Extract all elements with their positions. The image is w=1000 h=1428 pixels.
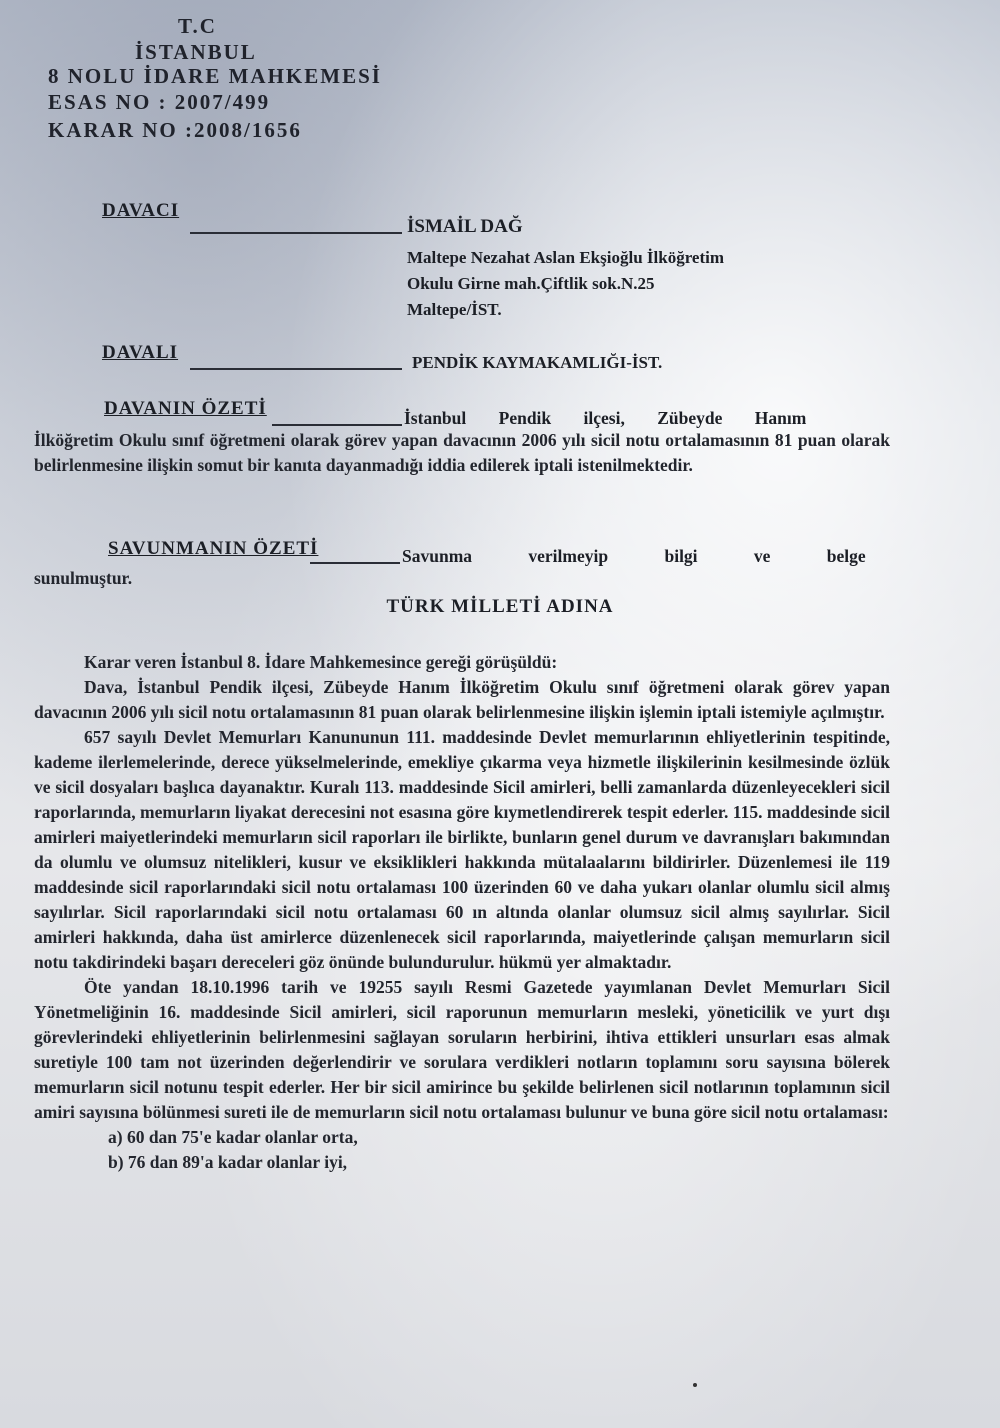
davanin-ozeti-first-line: İstanbul Pendik ilçesi, Zübeyde Hanım: [404, 408, 807, 428]
davanin-ozeti-rest: İlköğretim Okulu sınıf öğretmeni olarak görev yapan davacının 2006 yılı sicil notu ortalamasının 81 puan olarak belirlenmesine ilişkin somut bir kanıta dayanmadığı iddia edilerek iptali istenilmektedir.: [34, 430, 890, 475]
paragraph-1: Karar veren İstanbul 8. İdare Mahkemesince gereği görüşüldü:: [84, 652, 558, 672]
turk-milleti-adina-heading: TÜRK MİLLETİ ADINA: [386, 596, 614, 617]
davali-label: DAVALI: [102, 342, 179, 363]
davanin-ozeti-text: [34, 428, 890, 478]
davaci-address-line-2: Okulu Girne mah.Çiftlik sok.N.25: [407, 274, 655, 293]
paper-speck: [693, 1383, 697, 1387]
savunmanin-ozeti-first-line: Savunma verilmeyip bilgi ve belge: [402, 546, 866, 566]
davaci-name: İSMAİL DAĞ: [407, 216, 523, 237]
list-item-b: b) 76 dan 89'a kadar olanlar iyi,: [108, 1152, 348, 1172]
davanin-ozeti-label: DAVANIN ÖZETİ: [104, 398, 267, 419]
header-esas-no: ESAS NO : 2007/499: [48, 90, 271, 114]
davaci-label: DAVACI: [102, 200, 180, 221]
davaci-underline: [190, 232, 402, 234]
header-court: 8 NOLU İDARE MAHKEMESİ: [48, 64, 382, 88]
paragraph-4: Öte yandan 18.10.1996 tarih ve 19255 sayılı Resmi Gazetede yayımlanan Devlet Memurları Sicil Yönetmeliğinin 16. maddesinde Sicil amirleri, sicil raporunun memurların mesleki, yöneticilik ve yurt dışı görevlerindeki ehliyetlerinin belirlenmesini sağlayan soruların herbirini, ihtiva ettikleri unsurları esas almak suretiyle 100 tam not üzerinden değerlendirir ve sorulara verdikleri notların toplamını soru sayısına bölerek memurların sicil notunu tespit ederler. Her bir sicil amirince bu şekilde belirlenen sicil notlarının toplamının sicil amiri sayısına bölünmesi sureti ile de memurların sicil notu ortalaması bulunur ve buna göre sicil notu ortalaması:: [34, 977, 890, 1122]
header-tc: T.C: [178, 14, 217, 38]
decision-body: [34, 650, 890, 1175]
paragraph-2: Dava, İstanbul Pendik ilçesi, Zübeyde Hanım İlköğretim Okulu sınıf öğretmeni olarak görev yapan davacının 2006 yılı sicil notu ortalamasının 81 puan olarak belirlenmesine ilişkin işlemin iptali istemiyle açılmıştır.: [34, 677, 890, 722]
header-city: İSTANBUL: [135, 40, 257, 64]
davali-value: PENDİK KAYMAKAMLIĞI-İST.: [412, 353, 663, 372]
savunmanin-ozeti-rest: sunulmuştur.: [34, 568, 133, 588]
davaci-address-line-1: Maltepe Nezahat Aslan Ekşioğlu İlköğretim: [407, 248, 725, 267]
savunmanin-ozeti-label: SAVUNMANIN ÖZETİ: [108, 538, 319, 559]
paragraph-3: 657 sayılı Devlet Memurları Kanununun 111. maddesinde Devlet memurlarının ehliyetlerinin tespitinde, kademe ilerlemelerinde, derece yükselmelerinde, emekliye çıkarma veya hizmetle ilişkilerinin kesilmesinde özlük ve sicil dosyaları başlıca dayanaktır. Kuralı 113. maddesinde Sicil amirleri, belli zamanlarda düzenleyecekleri sicil raporlarında, memurların liyakat derecesini not esasına göre kıymetlendirerek tespit ederler. 115. maddesinde sicil amirleri maiyetlerindeki memurların sicil raporları ile birlikte, bunların genel durum ve davranışları bakımından da olumlu ve olumsuz nitelikleri, kusur ve eksiklikleri hakkında mütalaalarını bildirirler. Düzenlemesi ile 119 maddesinde sicil raporlarındaki sicil notu ortalaması 100 üzerinden 60 ve daha yukarı olanlar olumlu sicil almış sayılırlar. Sicil raporlarındaki sicil notu ortalaması 60 ın altında olanlar olumsuz sicil almış sayılırlar. Sicil amirleri hakkında, daha üst amirlerce düzenlenecek sicil raporlarında, maiyetlerinde çalışan memurların sicil notu takdirindeki başarı dereceleri göz önünde bulundurulur. hükmü yer almaktadır.: [34, 727, 890, 972]
davali-underline: [190, 368, 402, 370]
header-karar-no: KARAR NO :2008/1656: [48, 118, 302, 142]
list-item-a: a) 60 dan 75'e kadar olanlar orta,: [108, 1127, 358, 1147]
savunmanin-ozeti-text: [34, 566, 890, 591]
savunmanin-ozeti-underline: [310, 562, 400, 564]
davaci-address-line-3: Maltepe/İST.: [407, 300, 502, 319]
davanin-ozeti-underline: [272, 424, 402, 426]
